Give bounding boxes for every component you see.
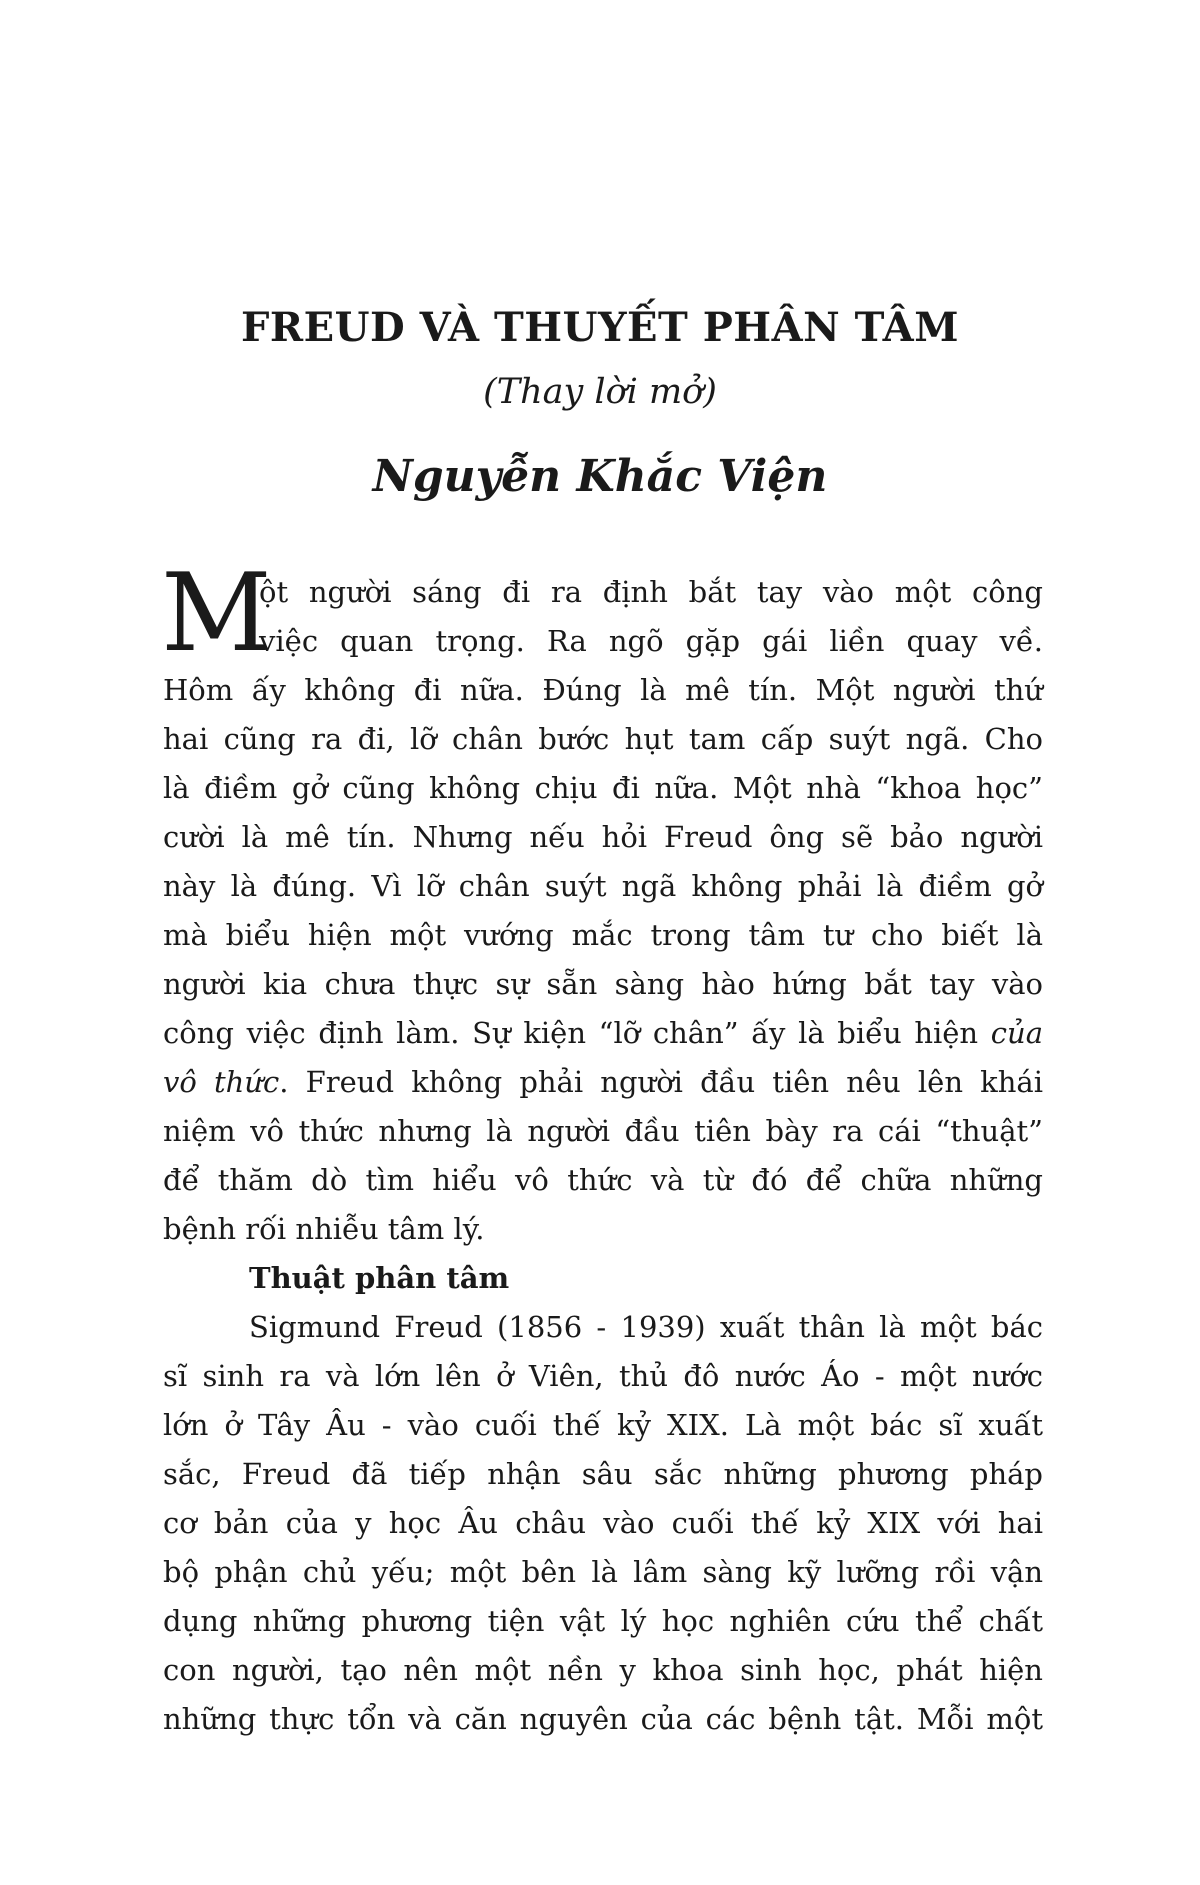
text-line: là điềm gở cũng không chịu đi nữa. Một nhà “khoa học”	[163, 771, 1043, 805]
drop-cap-letter: M	[161, 551, 272, 676]
text-segment: . Freud không phải người đầu tiên nêu lên khái	[279, 1065, 1043, 1099]
text-line: lớn ở Tây Âu - vào cuối thế kỷ XIX. Là một bác sĩ xuất	[163, 1408, 1043, 1442]
text-line: hai cũng ra đi, lỡ chân bước hụt tam cấp suýt ngã. Cho	[163, 722, 1043, 756]
text-line: ột người sáng đi ra định bắt tay vào một công	[259, 575, 1043, 609]
italic-term: vô thức	[163, 1065, 280, 1099]
chapter-subtitle: (Thay lời mở)	[483, 372, 717, 412]
paragraph-1	[161, 551, 1043, 1254]
text-line: để thăm dò tìm hiểu vô thức và từ đó để chữa những	[163, 1163, 1043, 1197]
text-line: này là đúng. Vì lỡ chân suýt ngã không phải là điềm gở	[163, 869, 1043, 903]
text-line: niệm vô thức nhưng là người đầu tiên bày ra cái “thuật”	[163, 1114, 1043, 1148]
italic-term: của	[990, 1016, 1043, 1050]
text-line	[163, 1058, 1043, 1107]
text-line: cười là mê tín. Nhưng nếu hỏi Freud ông sẽ bảo người	[163, 820, 1043, 854]
text-line: việc quan trọng. Ra ngõ gặp gái liền quay về.	[259, 624, 1043, 658]
text-line: người kia chưa thực sự sẵn sàng hào hứng bắt tay vào	[163, 967, 1043, 1001]
text-line: con người, tạo nên một nền y khoa sinh học, phát hiện	[163, 1653, 1043, 1687]
body-text	[161, 551, 1043, 1744]
text-line: bộ phận chủ yếu; một bên là lâm sàng kỹ lưỡng rồi vận	[163, 1555, 1043, 1589]
author-name: Nguyễn Khắc Viện	[372, 451, 828, 502]
section-heading: Thuật phân tâm	[249, 1261, 510, 1295]
text-line: những thực tổn và căn nguyên của các bệnh tật. Mỗi một	[163, 1702, 1043, 1736]
text-line: mà biểu hiện một vướng mắc trong tâm tư cho biết là	[163, 918, 1043, 952]
text-line: Hôm ấy không đi nữa. Đúng là mê tín. Một người thứ	[163, 673, 1043, 707]
text-line: cơ bản của y học Âu châu vào cuối thế kỷ XIX với hai	[163, 1506, 1043, 1540]
paragraph-2	[163, 1303, 1043, 1744]
text-line: Sigmund Freud (1856 - 1939) xuất thân là một bác	[249, 1310, 1043, 1344]
text-segment: công việc định làm. Sự kiện “lỡ chân” ấy là biểu hiện	[163, 1016, 991, 1050]
chapter-title: FREUD VÀ THUYẾT PHÂN TÂM	[241, 304, 959, 351]
text-line: sắc, Freud đã tiếp nhận sâu sắc những phương pháp	[163, 1457, 1043, 1491]
text-line: bệnh rối nhiễu tâm lý.	[163, 1212, 485, 1246]
text-line	[163, 1009, 1043, 1058]
text-line: dụng những phương tiện vật lý học nghiên cứu thể chất	[163, 1604, 1043, 1638]
text-line: sĩ sinh ra và lớn lên ở Viên, thủ đô nước Áo - một nước	[163, 1359, 1043, 1393]
